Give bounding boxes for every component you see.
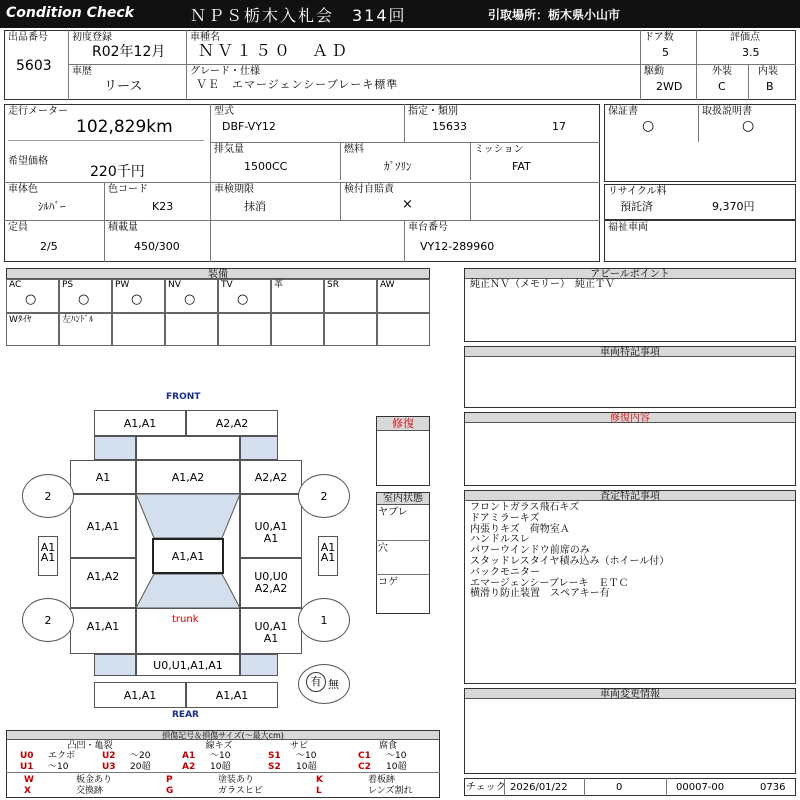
capacity: 2/5 bbox=[40, 240, 58, 253]
legend-desc: 10超 bbox=[210, 762, 231, 772]
equipment-name: Wﾀｲﾔ bbox=[9, 315, 32, 325]
legend-desc: 〜10 bbox=[210, 751, 231, 761]
legend-code: C2 bbox=[358, 762, 371, 772]
zone-rear-bumper-left: A1,A1 bbox=[94, 682, 186, 708]
model-label: 型式 bbox=[214, 106, 234, 117]
legend-desc: 塗装あり bbox=[218, 775, 255, 785]
inspection: 抹消 bbox=[244, 200, 266, 213]
equipment-name: TV bbox=[221, 280, 233, 290]
inspector-note-line: ドアミラーキズ bbox=[470, 512, 540, 524]
inspector-note-line: スタッドレスタイヤ積み込み（ホイール付） bbox=[470, 556, 670, 567]
equipment-cell bbox=[6, 279, 59, 313]
legend-desc: エクボ bbox=[48, 751, 76, 761]
appeal-text: 純正ＮＶ（メモリー） 純正ＴＶ bbox=[470, 279, 615, 290]
zone-right-rear-door: U0,U0 A2,A2 bbox=[240, 558, 302, 608]
legend-desc: 〜20 bbox=[130, 751, 151, 761]
equipment-cell bbox=[165, 279, 218, 313]
equipment-cell bbox=[112, 279, 165, 313]
legend-code: U1 bbox=[20, 762, 34, 772]
equipment-name: PS bbox=[62, 280, 74, 290]
repair-detail-title: 修復内容 bbox=[465, 413, 795, 423]
equipment-cell bbox=[59, 279, 112, 313]
zone-rear-bumper-right: A1,A1 bbox=[186, 682, 278, 708]
class-number: 17 bbox=[552, 120, 566, 133]
designation-label: 指定・類別 bbox=[408, 106, 458, 117]
inspector-note-line: 内張りキズ 荷物室Ａ bbox=[470, 523, 570, 535]
color-code-label: 色コード bbox=[108, 184, 148, 195]
legend-code: A2 bbox=[182, 762, 196, 772]
lot-number: 5603 bbox=[16, 58, 52, 74]
mileage: 102,829km bbox=[76, 117, 173, 137]
recycle-status: 預託済 bbox=[620, 200, 653, 213]
spare-none-label: 無 bbox=[328, 678, 339, 691]
inspector-note-line: パワーウインドウ前席のみ bbox=[470, 545, 590, 557]
inspector-note-line: 横滑り防止装置 スペアキー有 bbox=[470, 588, 610, 600]
equipment-name: 革 bbox=[274, 280, 284, 290]
legend-code: L bbox=[316, 786, 322, 796]
equipment-mark: ○ bbox=[131, 292, 143, 307]
zone-headlight-right bbox=[240, 436, 278, 460]
legend-code: A1 bbox=[182, 751, 196, 761]
equipment-name: AC bbox=[9, 280, 22, 290]
inspector-notes-title: 査定特記事項 bbox=[465, 491, 795, 501]
check-code: 00007-00 bbox=[676, 782, 725, 793]
equipment-mark: ○ bbox=[25, 292, 37, 307]
zone-taillight-right-glass bbox=[240, 654, 278, 676]
pickup-location: 引取場所：栃木県小山市 bbox=[488, 8, 621, 22]
zone-left-rear-quarter: A1,A1 bbox=[70, 608, 136, 654]
rear-label: REAR bbox=[172, 710, 199, 720]
car-name-label: 車種名 bbox=[190, 32, 220, 43]
wheel-front-left: 2 bbox=[22, 474, 74, 518]
zone-rear-panel: U0,U1,A1,A1 bbox=[136, 654, 240, 676]
legend-code: P bbox=[166, 775, 173, 785]
legend-desc: 〜10 bbox=[296, 751, 317, 761]
zone-roof: A1,A1 bbox=[152, 538, 224, 574]
spare-present-mark: 有 bbox=[306, 672, 326, 692]
wheel-rear-left: 2 bbox=[22, 598, 74, 642]
zone-right-front-door: U0,A1 A1 bbox=[240, 494, 302, 558]
load-label: 積載量 bbox=[108, 222, 138, 233]
legend-desc: ガラスヒビ bbox=[218, 786, 263, 796]
zone-left-rear-door: A1,A2 bbox=[70, 558, 136, 608]
manual-label: 取扱説明書 bbox=[702, 106, 752, 117]
doors: 5 bbox=[662, 46, 669, 59]
mission: FAT bbox=[512, 160, 531, 173]
equipment-cell bbox=[218, 279, 271, 313]
exterior-grade: C bbox=[718, 80, 726, 93]
inspector-note-line: バックモニター bbox=[470, 566, 540, 578]
zone-taillight-left-glass bbox=[94, 654, 136, 676]
drive-label: 駆動 bbox=[644, 66, 664, 77]
zone-front-fender-right: A2,A2 bbox=[240, 460, 302, 494]
displacement-label: 排気量 bbox=[214, 144, 244, 155]
drive: 2WD bbox=[656, 80, 683, 93]
legend-group: 凸凹・亀裂 bbox=[67, 741, 113, 751]
zone-hood: A1,A2 bbox=[136, 460, 240, 494]
legend-title: 損傷記号＆損傷サイズ(〜最大cm) bbox=[7, 731, 439, 740]
legend-desc: 20超 bbox=[130, 762, 151, 772]
legend-desc: 10超 bbox=[386, 762, 407, 772]
body-color: ｼﾙﾊﾞｰ bbox=[38, 200, 66, 213]
equipment-name: PW bbox=[115, 280, 130, 290]
equipment-cell bbox=[377, 313, 430, 346]
legend-desc: 〜10 bbox=[48, 762, 69, 772]
equipment-cell bbox=[271, 313, 324, 346]
legend-code: U2 bbox=[102, 751, 116, 761]
front-label: FRONT bbox=[166, 392, 201, 402]
change-info-panel bbox=[464, 688, 796, 774]
grade-label: グレード・仕様 bbox=[190, 66, 260, 77]
lot-label: 出品番号 bbox=[8, 32, 48, 43]
chassis-number: VY12-289960 bbox=[420, 240, 495, 253]
legend-code: X bbox=[24, 786, 31, 796]
interior-tear: ヤブレ bbox=[378, 507, 408, 518]
equipment-cell bbox=[324, 313, 377, 346]
check-time: 0736 bbox=[760, 782, 786, 793]
recycle-label: リサイクル料 bbox=[608, 186, 667, 197]
car-name: ＮＶ１５０ ＡＤ bbox=[198, 41, 351, 60]
zone-front-panel bbox=[136, 436, 240, 460]
legend-desc: 〜10 bbox=[386, 751, 407, 761]
interior-burn: コゲ bbox=[378, 577, 398, 588]
check-date: 2026/01/22 bbox=[510, 782, 568, 793]
interior-label: 内装 bbox=[758, 66, 778, 77]
equipment-title: 装備 bbox=[7, 269, 429, 279]
price: 220千円 bbox=[90, 164, 145, 180]
recycle-fee: 9,370円 bbox=[712, 200, 755, 213]
legend-group: サビ bbox=[289, 741, 308, 751]
header-bar bbox=[0, 0, 800, 28]
legend-desc: 板金あり bbox=[76, 775, 113, 785]
check-label: チェック bbox=[466, 782, 506, 793]
equipment-name: AW bbox=[380, 280, 395, 290]
first-reg-label: 初度登録 bbox=[72, 32, 112, 43]
legend-group: 腐食 bbox=[378, 741, 397, 751]
liability-label: 検付自賠責 bbox=[344, 184, 394, 195]
color-label: 車体色 bbox=[8, 184, 38, 195]
legend-desc: 10超 bbox=[296, 762, 317, 772]
header-title: Condition Check bbox=[6, 5, 134, 21]
zone-headlight-left bbox=[94, 436, 136, 460]
inspection-label: 車検期限 bbox=[214, 184, 254, 195]
equipment-cell bbox=[165, 313, 218, 346]
equipment-name: SR bbox=[327, 280, 339, 290]
displacement: 1500CC bbox=[244, 160, 288, 173]
legend-group: 線キズ bbox=[205, 741, 233, 751]
mission-label: ミッション bbox=[474, 144, 524, 155]
legend-desc: 着板跡 bbox=[368, 775, 396, 785]
equipment-cell bbox=[271, 279, 324, 313]
inspector-note-line: フロントガラス飛石キズ bbox=[470, 502, 580, 513]
manual: ○ bbox=[742, 118, 755, 134]
capacity-label: 定員 bbox=[8, 222, 28, 233]
first-reg: R02年12月 bbox=[92, 44, 166, 60]
inspector-note-line: エマージェンシーブレーキ ＥＴＣ bbox=[470, 577, 629, 589]
history-label: 車歴 bbox=[72, 66, 92, 77]
equipment-cell bbox=[59, 313, 112, 346]
chassis-label: 車台番号 bbox=[408, 222, 448, 233]
equipment-cell bbox=[324, 279, 377, 313]
zone-right-rear-quarter: U0,A1 A1 bbox=[240, 608, 302, 654]
liability: × bbox=[402, 197, 413, 212]
legend-code: C1 bbox=[358, 751, 371, 761]
doors-label: ドア数 bbox=[644, 32, 674, 43]
zone-left-front-door: A1,A1 bbox=[70, 494, 136, 558]
warranty-label: 保証書 bbox=[608, 106, 638, 117]
welfare-label: 福祉車両 bbox=[608, 222, 648, 233]
warranty: ○ bbox=[642, 118, 655, 134]
zone-left-mirror: A1 A1 bbox=[38, 536, 58, 576]
trunk-label: trunk bbox=[172, 614, 199, 625]
repair-title: 修復 bbox=[377, 417, 429, 431]
price-label: 希望価格 bbox=[8, 156, 48, 167]
legend-code: K bbox=[316, 775, 323, 785]
legend-code: S1 bbox=[268, 751, 281, 761]
zone-front-bumper-left: A1,A1 bbox=[94, 410, 186, 436]
legend-code: S2 bbox=[268, 762, 281, 772]
auction-name: ＮＰＳ栃木入札会 314回 bbox=[190, 6, 407, 25]
legend-desc: レンズ割れ bbox=[368, 786, 413, 796]
legend-code: U0 bbox=[20, 751, 34, 761]
designation: 15633 bbox=[432, 120, 467, 133]
legend-code: U3 bbox=[102, 762, 116, 772]
change-info-title: 車両変更情報 bbox=[465, 689, 795, 699]
color-code: K23 bbox=[152, 200, 174, 213]
legend-code: G bbox=[166, 786, 174, 796]
fuel-label: 燃料 bbox=[344, 144, 364, 155]
equipment-cell bbox=[218, 313, 271, 346]
equipment-name: NV bbox=[168, 280, 181, 290]
mileage-label: 走行メーター bbox=[8, 106, 68, 117]
inspector-note-line: ハンドルスレ bbox=[470, 534, 530, 546]
wheel-front-right: 2 bbox=[298, 474, 350, 518]
zone-front-bumper-right: A2,A2 bbox=[186, 410, 278, 436]
fuel: ｶﾞｿﾘﾝ bbox=[384, 160, 412, 173]
equipment-mark: ○ bbox=[184, 292, 196, 307]
appeal-title: アピールポイント bbox=[465, 269, 795, 279]
equipment-cell bbox=[112, 313, 165, 346]
load: 450/300 bbox=[134, 240, 180, 253]
check-count: 0 bbox=[616, 782, 623, 793]
equipment-cell bbox=[6, 313, 59, 346]
zone-front-fender-left: A1 bbox=[70, 460, 136, 494]
interior-condition-title: 室内状態 bbox=[377, 493, 429, 505]
special-notes-title: 車両特記事項 bbox=[465, 347, 795, 357]
equipment-cell bbox=[377, 279, 430, 313]
history: リース bbox=[104, 79, 143, 94]
wheel-rear-right: 1 bbox=[298, 598, 350, 642]
score: 3.5 bbox=[742, 46, 760, 59]
grade: ＶＥ エマージェンシーブレーキ標準 bbox=[196, 78, 399, 91]
score-label: 評価点 bbox=[730, 32, 760, 43]
model: DBF-VY12 bbox=[222, 120, 276, 133]
legend-code: W bbox=[24, 775, 34, 785]
equipment-mark: ○ bbox=[78, 292, 90, 307]
equipment-mark: ○ bbox=[237, 292, 249, 307]
interior-hole: 穴 bbox=[378, 543, 388, 554]
legend-desc: 交換跡 bbox=[76, 786, 104, 796]
zone-right-mirror: A1 A1 bbox=[318, 536, 338, 576]
interior-grade: B bbox=[766, 80, 774, 93]
equipment-name: 左ﾊﾝﾄﾞﾙ bbox=[62, 315, 94, 325]
exterior-label: 外装 bbox=[712, 66, 732, 77]
